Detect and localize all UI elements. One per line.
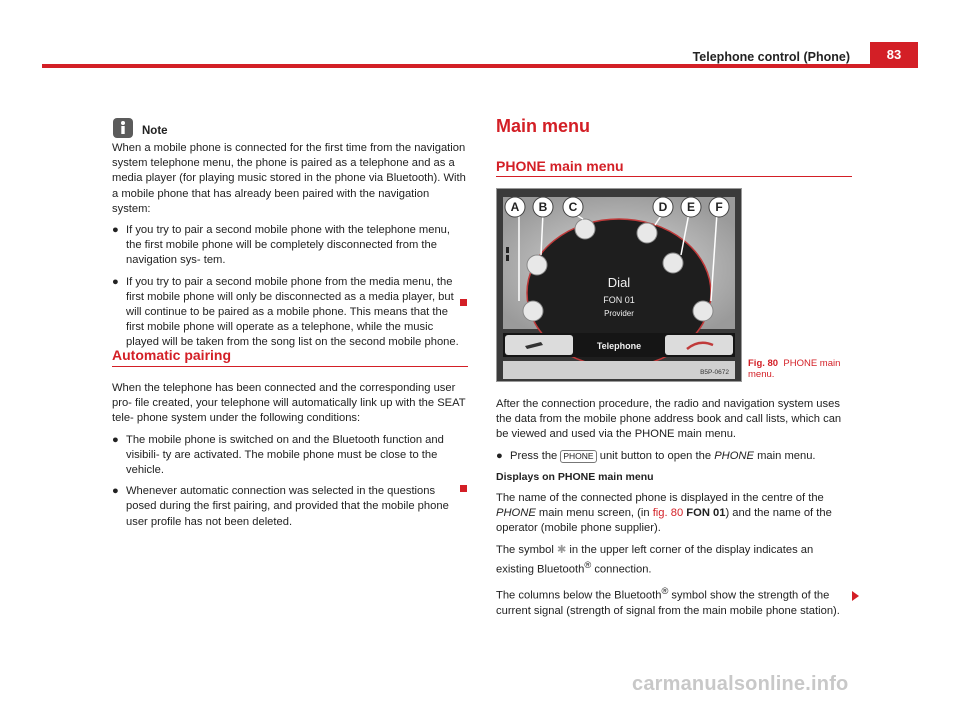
note-intro: When a mobile phone is connected for the first time from the navigation system telephone menu, the phone is paired as a telephone and as a media player (for playing music stored in the phone via Bluetooth). With a mobile phone that has already been paired with the navigation system: (112, 142, 466, 215)
text: The symbol (496, 543, 554, 556)
main-menu-para-3: The symbol ✱ in the upper left corner of the display indicates an existing Bluetooth® connection. (496, 543, 814, 576)
note-body (112, 141, 468, 357)
main-menu-body (496, 397, 852, 625)
note-label: Note (142, 125, 168, 137)
section-heading: Automatic pairing (112, 347, 232, 363)
watermark: carmanualsonline.info (632, 673, 849, 695)
list-item: ● The mobile phone is switched on and the Bluetooth function and visibili- ty are activated. The mobile phone must be close to the vehicle. (112, 433, 468, 479)
figure-caption (748, 358, 848, 380)
section-end-marker (460, 299, 467, 306)
bullet-text: Press the (510, 449, 558, 462)
subsection-heading: Displays on PHONE main menu (496, 470, 654, 483)
auto-pairing-intro: When the telephone has been connected and the corresponding user pro- file created, your telephone will automatically link up with the SEAT tele- phone system under the following conditions: (112, 382, 466, 425)
callout-letter-c: C (568, 200, 578, 214)
bullet-text: unit button to open the (599, 449, 712, 462)
phone-key: PHONE (560, 450, 596, 463)
section-end-marker (460, 485, 467, 492)
main-menu-para-4: The columns below the Bluetooth® symbol show the strength of the current signal (strength of signal from the main mobile phone station). (496, 585, 840, 617)
note-bullet-1: If you try to pair a second mobile phone with the telephone menu, the first mobile phone will be completely disconnected from the navigation sys- tem. (126, 224, 451, 267)
text: connection. (594, 563, 652, 576)
screen-phone-name: FON 01 (603, 295, 635, 305)
header-rule (42, 64, 918, 68)
page-title: Main menu (496, 116, 591, 136)
figure-caption-text: PHONE main menu. (748, 358, 841, 380)
list-item: ● If you try to pair a second mobile phone with the telephone menu, the first mobile phone will be completely disconnected from the navigation sys- tem. (112, 223, 468, 269)
page-number: 83 (870, 42, 918, 68)
main-menu-para-2 (496, 491, 852, 537)
figure-code: B5P-0672 (700, 369, 729, 376)
callout-letter-d: D (658, 200, 668, 214)
note-icon (113, 118, 133, 138)
bullet-text: PHONE (714, 449, 754, 462)
auto-pairing-body (112, 381, 468, 536)
auto-bullet-1: The mobile phone is switched on and the Bluetooth function and visibili- ty are activated. The mobile phone must be close to the vehicle. (126, 433, 444, 477)
text: PHONE (496, 507, 536, 520)
continue-arrow-icon (852, 591, 859, 601)
text: FON 01 (686, 507, 726, 520)
figure-ref-link[interactable]: fig. 80 (652, 507, 684, 520)
list-item: ● Whenever automatic connection was selected in the questions posed during the first pairing, and provided that the mobile phone user profile has not been deleted. (112, 484, 468, 530)
list-item: ● Press the PHONE unit button to open the PHONE main menu. (496, 449, 816, 462)
main-menu-para-1: After the connection procedure, the radio and navigation system uses the data from the mobile phone address book and call lists, which can be viewed and used via the PHONE main menu. (496, 398, 842, 441)
phone-menu-figure (496, 188, 742, 382)
callout-letter-a: A (510, 200, 520, 214)
note-bullet-2: If you try to pair a second mobile phone from the media menu, the first mobile phone will only be disconnected as a media player, but will continue to be paired as a mobile phone. This means that the first mobile phone will operate as a telephone, while the music played will be taken from the song list on the second mobile phone. (126, 275, 459, 349)
callout-letter-b: B (538, 200, 548, 214)
auto-bullet-2: Whenever automatic connection was selected in the questions posed during the first pairing, and provided that the mobile phone user profile has not been deleted. (126, 485, 449, 528)
list-item: ● If you try to pair a second mobile phone from the media menu, the first mobile phone will only be disconnected as a media player, but will continue to be paired as a mobile phone. This means that the first mobile phone will operate as a telephone, while the music played will be taken from the song list on the second mobile phone. (112, 275, 468, 351)
section-heading: PHONE main menu (496, 158, 624, 174)
section-rule (496, 176, 852, 177)
text: symbol show the strength of the current signal (strength of signal from the main mobile phone station). (496, 589, 840, 617)
section-rule (112, 366, 468, 367)
figure-caption-number: Fig. 80 (748, 358, 779, 369)
screen-operator: Provider (604, 309, 634, 318)
screen-title: Dial (607, 275, 631, 290)
screen-bottom-label: Telephone (596, 341, 642, 351)
callout-letter-e: E (686, 200, 696, 214)
bluetooth-icon: ✱ (556, 543, 567, 556)
text: ) and the name of the operator (mobile phone supplier). (496, 507, 832, 535)
text: The columns below the Bluetooth (496, 589, 662, 602)
bullet-text: main menu. (757, 449, 816, 462)
callout-letter-f: F (715, 200, 723, 214)
text: main menu screen, (in (538, 507, 650, 520)
text: The name of the connected phone is displayed in the centre of the (496, 492, 824, 505)
text: in the upper left corner of the display indicates an existing Bluetooth (496, 543, 814, 576)
running-header: Telephone control (Phone) (692, 50, 850, 64)
